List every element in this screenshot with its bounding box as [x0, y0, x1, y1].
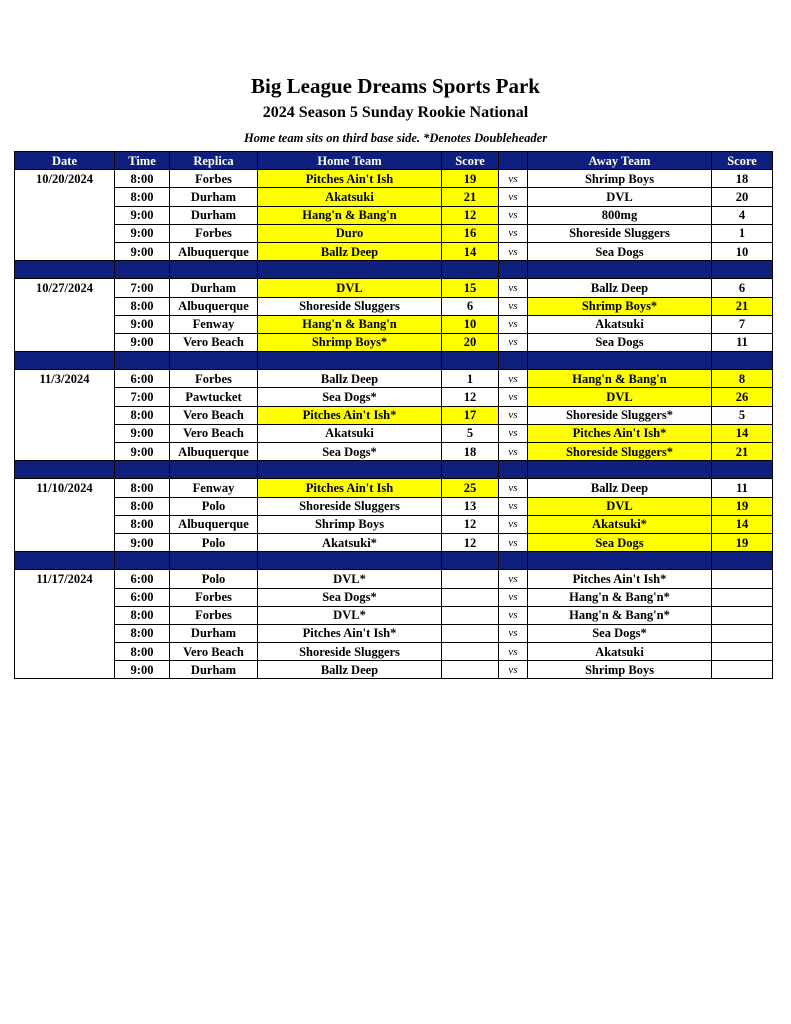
- home-team-cell: Ballz Deep: [258, 661, 442, 679]
- replica-cell: Vero Beach: [170, 333, 258, 351]
- home-team-cell: DVL: [258, 279, 442, 297]
- time-cell: 8:00: [115, 624, 170, 642]
- separator-cell: [499, 352, 528, 370]
- time-cell: 7:00: [115, 279, 170, 297]
- date-cell: [15, 533, 115, 551]
- home-score-cell: [442, 588, 499, 606]
- page-subtitle: 2024 Season 5 Sunday Rookie National: [262, 104, 529, 121]
- away-team-cell: Shrimp Boys: [528, 661, 712, 679]
- away-team-cell: DVL: [528, 188, 712, 206]
- date-cell: [15, 606, 115, 624]
- replica-cell: Durham: [170, 188, 258, 206]
- home-score-cell: 13: [442, 497, 499, 515]
- table-row: [15, 315, 773, 333]
- away-team-cell: Akatsuki: [528, 315, 712, 333]
- away-score-cell: 1: [712, 224, 773, 242]
- time-cell: 9:00: [115, 224, 170, 242]
- date-cell: [15, 188, 115, 206]
- date-cell: [15, 515, 115, 533]
- away-score-cell: [712, 606, 773, 624]
- column-header-home-team: Home Team: [258, 152, 442, 170]
- time-cell: 8:00: [115, 515, 170, 533]
- table-row: [15, 606, 773, 624]
- home-score-cell: 12: [442, 206, 499, 224]
- separator-cell: [442, 552, 499, 570]
- separator-cell: [712, 461, 773, 479]
- home-score-cell: 12: [442, 515, 499, 533]
- home-team-cell: Pitches Ain't Ish: [258, 170, 442, 188]
- table-row: [15, 424, 773, 442]
- time-cell: 8:00: [115, 297, 170, 315]
- replica-cell: Forbes: [170, 588, 258, 606]
- table-row: [15, 406, 773, 424]
- schedule-note: Home team sits on third base side. *Denotes Doubleheader: [243, 131, 548, 145]
- away-team-cell: Akatsuki: [528, 643, 712, 661]
- time-cell: 8:00: [115, 170, 170, 188]
- separator-cell: [170, 352, 258, 370]
- away-score-cell: [712, 661, 773, 679]
- vs-cell: vs: [499, 242, 528, 260]
- vs-cell: vs: [499, 570, 528, 588]
- away-team-cell: Shrimp Boys: [528, 170, 712, 188]
- home-score-cell: [442, 624, 499, 642]
- column-header-away-score: Score: [712, 152, 773, 170]
- away-score-cell: 7: [712, 315, 773, 333]
- separator-cell: [15, 461, 115, 479]
- home-score-cell: [442, 606, 499, 624]
- time-cell: 7:00: [115, 388, 170, 406]
- home-score-cell: 16: [442, 224, 499, 242]
- away-score-cell: 18: [712, 170, 773, 188]
- away-score-cell: [712, 570, 773, 588]
- separator-cell: [442, 261, 499, 279]
- home-score-cell: 10: [442, 315, 499, 333]
- table-row: [15, 533, 773, 551]
- table-row: [15, 279, 773, 297]
- separator-cell: [15, 261, 115, 279]
- date-cell: [15, 297, 115, 315]
- column-header-home-score: Score: [442, 152, 499, 170]
- home-score-cell: 18: [442, 443, 499, 461]
- replica-cell: Durham: [170, 661, 258, 679]
- table-row: [15, 588, 773, 606]
- time-cell: 9:00: [115, 533, 170, 551]
- vs-cell: vs: [499, 424, 528, 442]
- separator-cell: [442, 461, 499, 479]
- home-team-cell: Pitches Ain't Ish*: [258, 406, 442, 424]
- away-team-cell: Sea Dogs*: [528, 624, 712, 642]
- time-cell: 6:00: [115, 570, 170, 588]
- home-score-cell: 14: [442, 242, 499, 260]
- vs-cell: vs: [499, 333, 528, 351]
- home-score-cell: 25: [442, 479, 499, 497]
- home-score-cell: 1: [442, 370, 499, 388]
- away-score-cell: [712, 643, 773, 661]
- replica-cell: Forbes: [170, 224, 258, 242]
- vs-cell: vs: [499, 515, 528, 533]
- home-team-cell: Akatsuki*: [258, 533, 442, 551]
- separator-cell: [499, 261, 528, 279]
- date-cell: [15, 643, 115, 661]
- home-team-cell: Sea Dogs*: [258, 443, 442, 461]
- home-score-cell: 21: [442, 188, 499, 206]
- away-team-cell: Shoreside Sluggers*: [528, 443, 712, 461]
- column-header-replica: Replica: [170, 152, 258, 170]
- column-header-vs: [499, 152, 528, 170]
- away-score-cell: 21: [712, 443, 773, 461]
- date-cell: [15, 388, 115, 406]
- time-cell: 9:00: [115, 315, 170, 333]
- home-team-cell: Shrimp Boys: [258, 515, 442, 533]
- replica-cell: Fenway: [170, 479, 258, 497]
- time-cell: 9:00: [115, 242, 170, 260]
- date-cell: 10/27/2024: [15, 279, 115, 297]
- home-team-cell: Shoreside Sluggers: [258, 297, 442, 315]
- vs-cell: vs: [499, 297, 528, 315]
- replica-cell: Fenway: [170, 315, 258, 333]
- separator-cell: [528, 352, 712, 370]
- replica-cell: Forbes: [170, 370, 258, 388]
- separator-cell: [442, 352, 499, 370]
- away-team-cell: 800mg: [528, 206, 712, 224]
- separator-cell: [115, 261, 170, 279]
- home-score-cell: [442, 643, 499, 661]
- separator-cell: [115, 552, 170, 570]
- replica-cell: Albuquerque: [170, 297, 258, 315]
- separator-cell: [258, 461, 442, 479]
- vs-cell: vs: [499, 479, 528, 497]
- time-cell: 9:00: [115, 424, 170, 442]
- separator-cell: [712, 552, 773, 570]
- away-team-cell: Hang'n & Bang'n*: [528, 606, 712, 624]
- away-score-cell: 20: [712, 188, 773, 206]
- date-cell: [15, 333, 115, 351]
- date-cell: [15, 406, 115, 424]
- separator-cell: [528, 261, 712, 279]
- date-cell: 10/20/2024: [15, 170, 115, 188]
- table-row: [15, 170, 773, 188]
- schedule-body: [15, 170, 773, 679]
- home-team-cell: Ballz Deep: [258, 242, 442, 260]
- table-row: [15, 661, 773, 679]
- separator-cell: [115, 352, 170, 370]
- vs-cell: vs: [499, 224, 528, 242]
- time-cell: 6:00: [115, 370, 170, 388]
- date-cell: [15, 624, 115, 642]
- table-row: [15, 370, 773, 388]
- home-team-cell: Akatsuki: [258, 188, 442, 206]
- schedule-table: [14, 151, 773, 679]
- away-team-cell: Sea Dogs: [528, 242, 712, 260]
- vs-cell: vs: [499, 443, 528, 461]
- column-header-date: Date: [15, 152, 115, 170]
- home-score-cell: 12: [442, 388, 499, 406]
- vs-cell: vs: [499, 188, 528, 206]
- table-row: [15, 515, 773, 533]
- header-row: [15, 152, 773, 170]
- date-cell: [15, 242, 115, 260]
- table-row: [15, 188, 773, 206]
- table-row: [15, 224, 773, 242]
- vs-cell: vs: [499, 497, 528, 515]
- away-score-cell: [712, 588, 773, 606]
- time-cell: 8:00: [115, 188, 170, 206]
- separator-cell: [499, 461, 528, 479]
- away-team-cell: Shrimp Boys*: [528, 297, 712, 315]
- home-team-cell: Hang'n & Bang'n: [258, 206, 442, 224]
- date-cell: 11/3/2024: [15, 370, 115, 388]
- away-team-cell: Sea Dogs: [528, 333, 712, 351]
- home-score-cell: 12: [442, 533, 499, 551]
- home-score-cell: 20: [442, 333, 499, 351]
- table-row: [15, 388, 773, 406]
- date-cell: [15, 497, 115, 515]
- vs-cell: vs: [499, 370, 528, 388]
- week-separator-row: [15, 261, 773, 279]
- separator-cell: [528, 461, 712, 479]
- vs-cell: vs: [499, 624, 528, 642]
- replica-cell: Albuquerque: [170, 242, 258, 260]
- table-row: [15, 297, 773, 315]
- date-cell: [15, 443, 115, 461]
- table-row: [15, 242, 773, 260]
- table-row: [15, 479, 773, 497]
- away-score-cell: 8: [712, 370, 773, 388]
- table-row: [15, 570, 773, 588]
- date-cell: [15, 661, 115, 679]
- home-score-cell: 17: [442, 406, 499, 424]
- week-separator-row: [15, 352, 773, 370]
- away-score-cell: 5: [712, 406, 773, 424]
- away-team-cell: Ballz Deep: [528, 479, 712, 497]
- replica-cell: Pawtucket: [170, 388, 258, 406]
- away-score-cell: 14: [712, 515, 773, 533]
- time-cell: 9:00: [115, 443, 170, 461]
- replica-cell: Polo: [170, 570, 258, 588]
- separator-cell: [258, 261, 442, 279]
- vs-cell: vs: [499, 606, 528, 624]
- home-team-cell: Pitches Ain't Ish*: [258, 624, 442, 642]
- away-score-cell: 11: [712, 333, 773, 351]
- date-cell: [15, 315, 115, 333]
- vs-cell: vs: [499, 170, 528, 188]
- away-score-cell: 21: [712, 297, 773, 315]
- away-score-cell: [712, 624, 773, 642]
- week-separator-row: [15, 461, 773, 479]
- vs-cell: vs: [499, 279, 528, 297]
- away-team-cell: Pitches Ain't Ish*: [528, 424, 712, 442]
- replica-cell: Polo: [170, 533, 258, 551]
- home-team-cell: Shoreside Sluggers: [258, 497, 442, 515]
- separator-cell: [15, 552, 115, 570]
- away-team-cell: Hang'n & Bang'n*: [528, 588, 712, 606]
- away-score-cell: 10: [712, 242, 773, 260]
- away-score-cell: 26: [712, 388, 773, 406]
- week-separator-row: [15, 552, 773, 570]
- time-cell: 9:00: [115, 333, 170, 351]
- table-row: [15, 333, 773, 351]
- replica-cell: Durham: [170, 206, 258, 224]
- date-cell: 11/17/2024: [15, 570, 115, 588]
- time-cell: 8:00: [115, 497, 170, 515]
- home-team-cell: Shrimp Boys*: [258, 333, 442, 351]
- home-team-cell: DVL*: [258, 606, 442, 624]
- separator-cell: [499, 552, 528, 570]
- date-cell: [15, 206, 115, 224]
- vs-cell: vs: [499, 406, 528, 424]
- replica-cell: Forbes: [170, 606, 258, 624]
- home-score-cell: 5: [442, 424, 499, 442]
- column-header-time: Time: [115, 152, 170, 170]
- separator-cell: [15, 352, 115, 370]
- table-row: [15, 643, 773, 661]
- away-score-cell: 6: [712, 279, 773, 297]
- separator-cell: [170, 461, 258, 479]
- replica-cell: Albuquerque: [170, 515, 258, 533]
- away-team-cell: Akatsuki*: [528, 515, 712, 533]
- home-team-cell: Shoreside Sluggers: [258, 643, 442, 661]
- home-team-cell: Hang'n & Bang'n: [258, 315, 442, 333]
- away-score-cell: 4: [712, 206, 773, 224]
- date-cell: [15, 588, 115, 606]
- separator-cell: [712, 261, 773, 279]
- vs-cell: vs: [499, 315, 528, 333]
- vs-cell: vs: [499, 661, 528, 679]
- time-cell: 6:00: [115, 588, 170, 606]
- away-team-cell: Ballz Deep: [528, 279, 712, 297]
- home-score-cell: [442, 570, 499, 588]
- home-team-cell: Ballz Deep: [258, 370, 442, 388]
- separator-cell: [170, 261, 258, 279]
- vs-cell: vs: [499, 388, 528, 406]
- date-cell: 11/10/2024: [15, 479, 115, 497]
- date-cell: [15, 424, 115, 442]
- time-cell: 9:00: [115, 661, 170, 679]
- home-team-cell: Sea Dogs*: [258, 588, 442, 606]
- replica-cell: Vero Beach: [170, 406, 258, 424]
- away-team-cell: DVL: [528, 497, 712, 515]
- away-team-cell: Hang'n & Bang'n: [528, 370, 712, 388]
- table-row: [15, 497, 773, 515]
- away-score-cell: 14: [712, 424, 773, 442]
- column-header-away-team: Away Team: [528, 152, 712, 170]
- separator-cell: [258, 352, 442, 370]
- away-score-cell: 19: [712, 497, 773, 515]
- time-cell: 8:00: [115, 479, 170, 497]
- date-cell: [15, 224, 115, 242]
- away-team-cell: Shoreside Sluggers: [528, 224, 712, 242]
- time-cell: 8:00: [115, 406, 170, 424]
- table-row: [15, 443, 773, 461]
- away-team-cell: Shoreside Sluggers*: [528, 406, 712, 424]
- vs-cell: vs: [499, 206, 528, 224]
- away-score-cell: 19: [712, 533, 773, 551]
- separator-cell: [712, 352, 773, 370]
- separator-cell: [258, 552, 442, 570]
- time-cell: 8:00: [115, 606, 170, 624]
- replica-cell: Vero Beach: [170, 424, 258, 442]
- home-team-cell: Sea Dogs*: [258, 388, 442, 406]
- separator-cell: [170, 552, 258, 570]
- table-row: [15, 624, 773, 642]
- time-cell: 9:00: [115, 206, 170, 224]
- away-score-cell: 11: [712, 479, 773, 497]
- home-team-cell: Akatsuki: [258, 424, 442, 442]
- replica-cell: Polo: [170, 497, 258, 515]
- home-team-cell: Duro: [258, 224, 442, 242]
- home-team-cell: Pitches Ain't Ish: [258, 479, 442, 497]
- home-team-cell: DVL*: [258, 570, 442, 588]
- time-cell: 8:00: [115, 643, 170, 661]
- replica-cell: Forbes: [170, 170, 258, 188]
- home-score-cell: 19: [442, 170, 499, 188]
- home-score-cell: 6: [442, 297, 499, 315]
- home-score-cell: [442, 661, 499, 679]
- replica-cell: Durham: [170, 624, 258, 642]
- vs-cell: vs: [499, 643, 528, 661]
- replica-cell: Durham: [170, 279, 258, 297]
- home-score-cell: 15: [442, 279, 499, 297]
- away-team-cell: Pitches Ain't Ish*: [528, 570, 712, 588]
- replica-cell: Albuquerque: [170, 443, 258, 461]
- vs-cell: vs: [499, 533, 528, 551]
- replica-cell: Vero Beach: [170, 643, 258, 661]
- away-team-cell: Sea Dogs: [528, 533, 712, 551]
- vs-cell: vs: [499, 588, 528, 606]
- away-team-cell: DVL: [528, 388, 712, 406]
- separator-cell: [115, 461, 170, 479]
- separator-cell: [528, 552, 712, 570]
- page-title: Big League Dreams Sports Park: [251, 74, 540, 98]
- table-row: [15, 206, 773, 224]
